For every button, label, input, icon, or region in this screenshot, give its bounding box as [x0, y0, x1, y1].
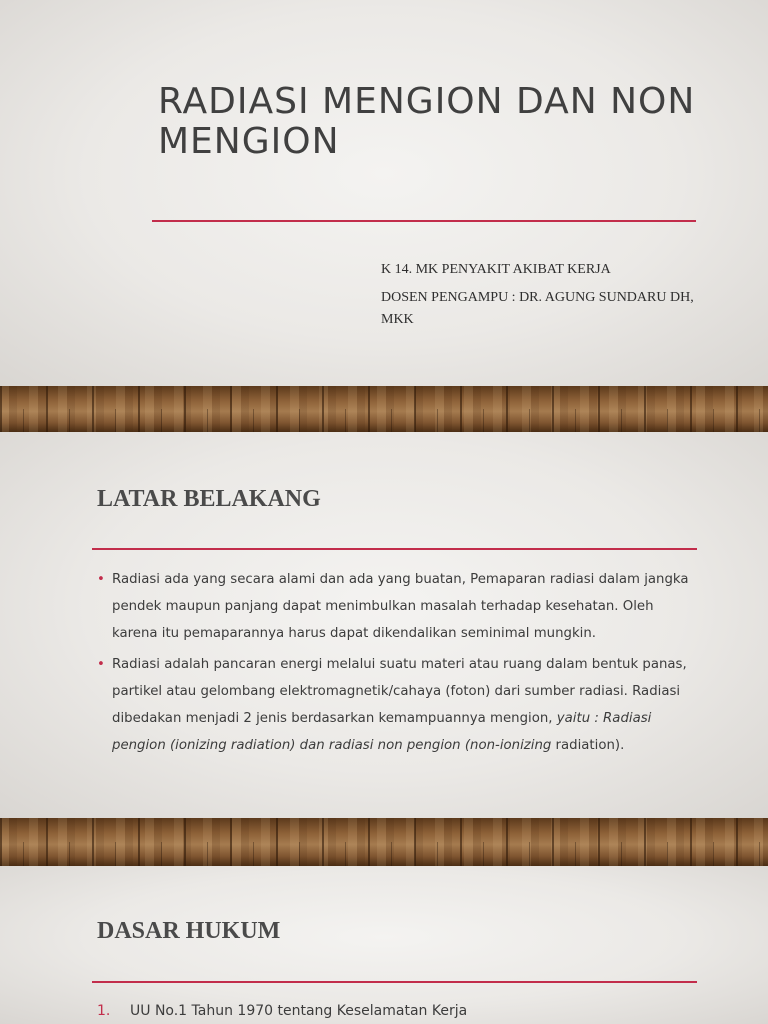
list-number: 1. [97, 1003, 111, 1019]
wood-floor-divider [0, 818, 768, 866]
bullet-text-italic: yaitu : Radiasi pengion (ionizing radiation) dan radiasi non pengion (non-ionizing [112, 711, 652, 753]
section-divider [92, 981, 697, 983]
bullet-item [97, 566, 697, 647]
section-title: LATAR BELAKANG [97, 486, 321, 512]
wood-floor-divider [0, 386, 768, 432]
bullet-text: Radiasi ada yang secara alami dan ada yang buatan, Pemaparan radiasi dalam jangka pendek maupun panjang dapat menimbulkan masalah terhadap kesehatan. Oleh karena itu pemaparannya harus dapat dikendalikan seminimal mungkin. [112, 572, 689, 641]
lecturer-label: DOSEN PENGAMPU : DR. AGUNG SUNDARU DH, MKK [381, 290, 694, 327]
bullet-icon: • [97, 572, 105, 587]
bullet-text: Radiasi adalah pancaran energi melalui suatu materi atau ruang dalam bentuk panas, partikel atau gelombang elektromagnetik/cahaya (foton) dari sumber radiasi. Radiasi dibedakan menjadi 2 jenis berdasarkan kemampuannya mengion, [112, 657, 687, 726]
title-slide [0, 0, 768, 386]
bullet-list [97, 566, 697, 763]
numbered-list [97, 998, 697, 1024]
title-divider [152, 220, 696, 222]
section-title: DASAR HUKUM [97, 918, 281, 944]
course-label: K 14. MK PENYAKIT AKIBAT KERJA [381, 262, 611, 277]
section-divider [92, 548, 697, 550]
slide-title: RADIASI MENGION DAN NON MENGION [158, 81, 696, 162]
list-item [97, 998, 697, 1024]
bullet-item [97, 651, 697, 759]
bullet-text-end: radiation). [551, 738, 625, 753]
list-item-text: UU No.1 Tahun 1970 tentang Keselamatan Kerja [130, 1003, 468, 1019]
bullet-icon: • [97, 657, 105, 672]
